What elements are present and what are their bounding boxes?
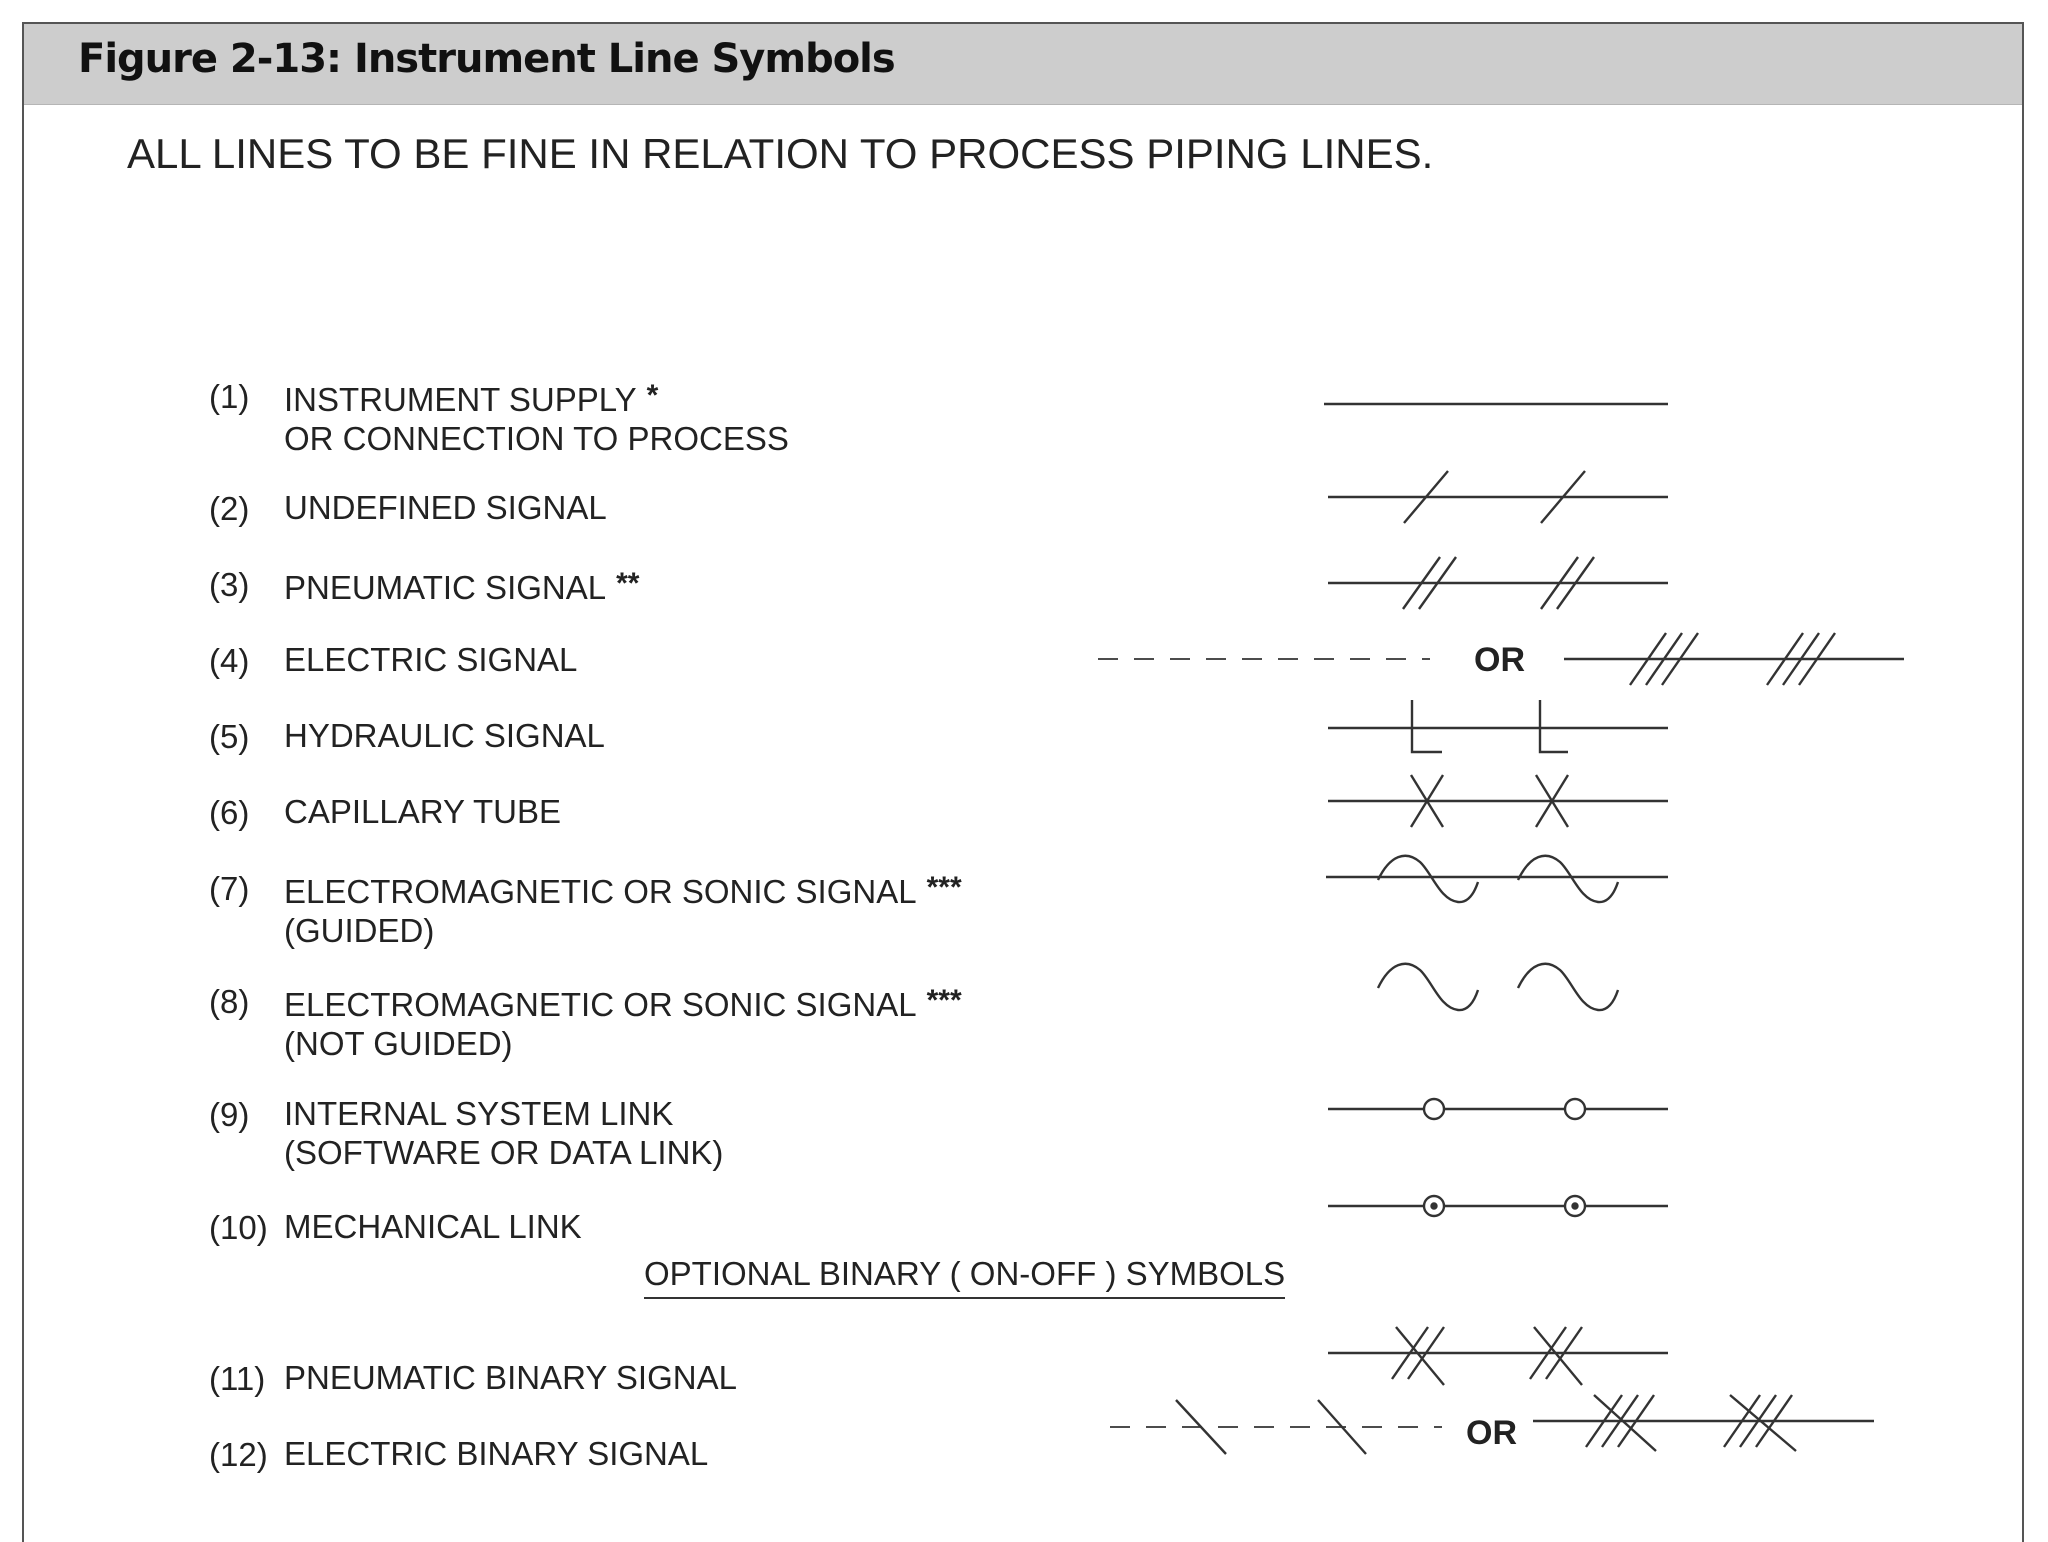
row-number-1: (1) xyxy=(209,378,250,415)
row-number-11: (11) xyxy=(209,1360,266,1397)
symbol-electric-signal xyxy=(1098,633,1904,685)
row-number-9: (9) xyxy=(209,1096,250,1133)
row-label-7-line2: (GUIDED) xyxy=(284,912,435,949)
row12-or-label: OR xyxy=(1466,1414,1517,1452)
row-number-4: (4) xyxy=(209,642,250,679)
row-number-2: (2) xyxy=(209,490,250,527)
row-label-8-line2: (NOT GUIDED) xyxy=(284,1025,513,1062)
figure-title: Figure 2-13: Instrument Line Symbols xyxy=(78,36,895,82)
symbol-undefined-signal xyxy=(1328,471,1668,523)
row-number-12: (12) xyxy=(209,1436,268,1473)
row-number-3: (3) xyxy=(209,566,250,603)
row-label-1-mark: * xyxy=(646,379,659,412)
row-label-2-line1: UNDEFINED SIGNAL xyxy=(284,489,607,526)
row4-or-label: OR xyxy=(1474,641,1525,679)
row-label-1-line1: INSTRUMENT SUPPLY xyxy=(284,381,637,418)
row-label-12-line1: ELECTRIC BINARY SIGNAL xyxy=(284,1435,709,1472)
row-label-9-line1: INTERNAL SYSTEM LINK xyxy=(284,1095,674,1132)
symbol-em-sonic-not-guided xyxy=(1378,964,1618,1010)
symbol-pneumatic-signal xyxy=(1328,557,1668,609)
binary-section-heading: OPTIONAL BINARY ( ON-OFF ) SYMBOLS xyxy=(644,1255,1285,1299)
symbol-capillary-tube xyxy=(1328,775,1668,827)
row-label-6-line1: CAPILLARY TUBE xyxy=(284,793,561,830)
row-number-6: (6) xyxy=(209,794,250,831)
symbol-hydraulic-signal xyxy=(1328,700,1668,752)
row-number-10: (10) xyxy=(209,1209,268,1246)
row-label-8-mark: *** xyxy=(926,984,962,1017)
symbol-mechanical-link xyxy=(1328,1196,1668,1216)
row-label-1-line2: OR CONNECTION TO PROCESS xyxy=(284,420,789,457)
row-label-8-line1: ELECTROMAGNETIC OR SONIC SIGNAL xyxy=(284,986,917,1023)
row-label-3-line1: PNEUMATIC SIGNAL xyxy=(284,569,607,606)
row-number-7: (7) xyxy=(209,870,250,907)
row-number-5: (5) xyxy=(209,718,250,755)
row-label-11-line1: PNEUMATIC BINARY SIGNAL xyxy=(284,1359,737,1396)
row-label-3-mark: ** xyxy=(616,567,640,600)
row-label-9-line2: (SOFTWARE OR DATA LINK) xyxy=(284,1134,724,1171)
symbol-internal-system-link xyxy=(1328,1099,1668,1119)
row-label-7-mark: *** xyxy=(926,871,962,904)
row-label-7-line1: ELECTROMAGNETIC OR SONIC SIGNAL xyxy=(284,873,917,910)
row-label-5-line1: HYDRAULIC SIGNAL xyxy=(284,717,605,754)
symbol-pneumatic-binary-signal xyxy=(1328,1327,1668,1385)
row-number-8: (8) xyxy=(209,983,250,1020)
row-label-10-line1: MECHANICAL LINK xyxy=(284,1208,582,1245)
row-label-4-line1: ELECTRIC SIGNAL xyxy=(284,641,578,678)
symbol-electric-binary-signal xyxy=(1110,1395,1874,1454)
symbol-em-sonic-guided xyxy=(1326,856,1668,902)
figure-subtitle: ALL LINES TO BE FINE IN RELATION TO PROCESS PIPING LINES. xyxy=(127,130,1434,177)
